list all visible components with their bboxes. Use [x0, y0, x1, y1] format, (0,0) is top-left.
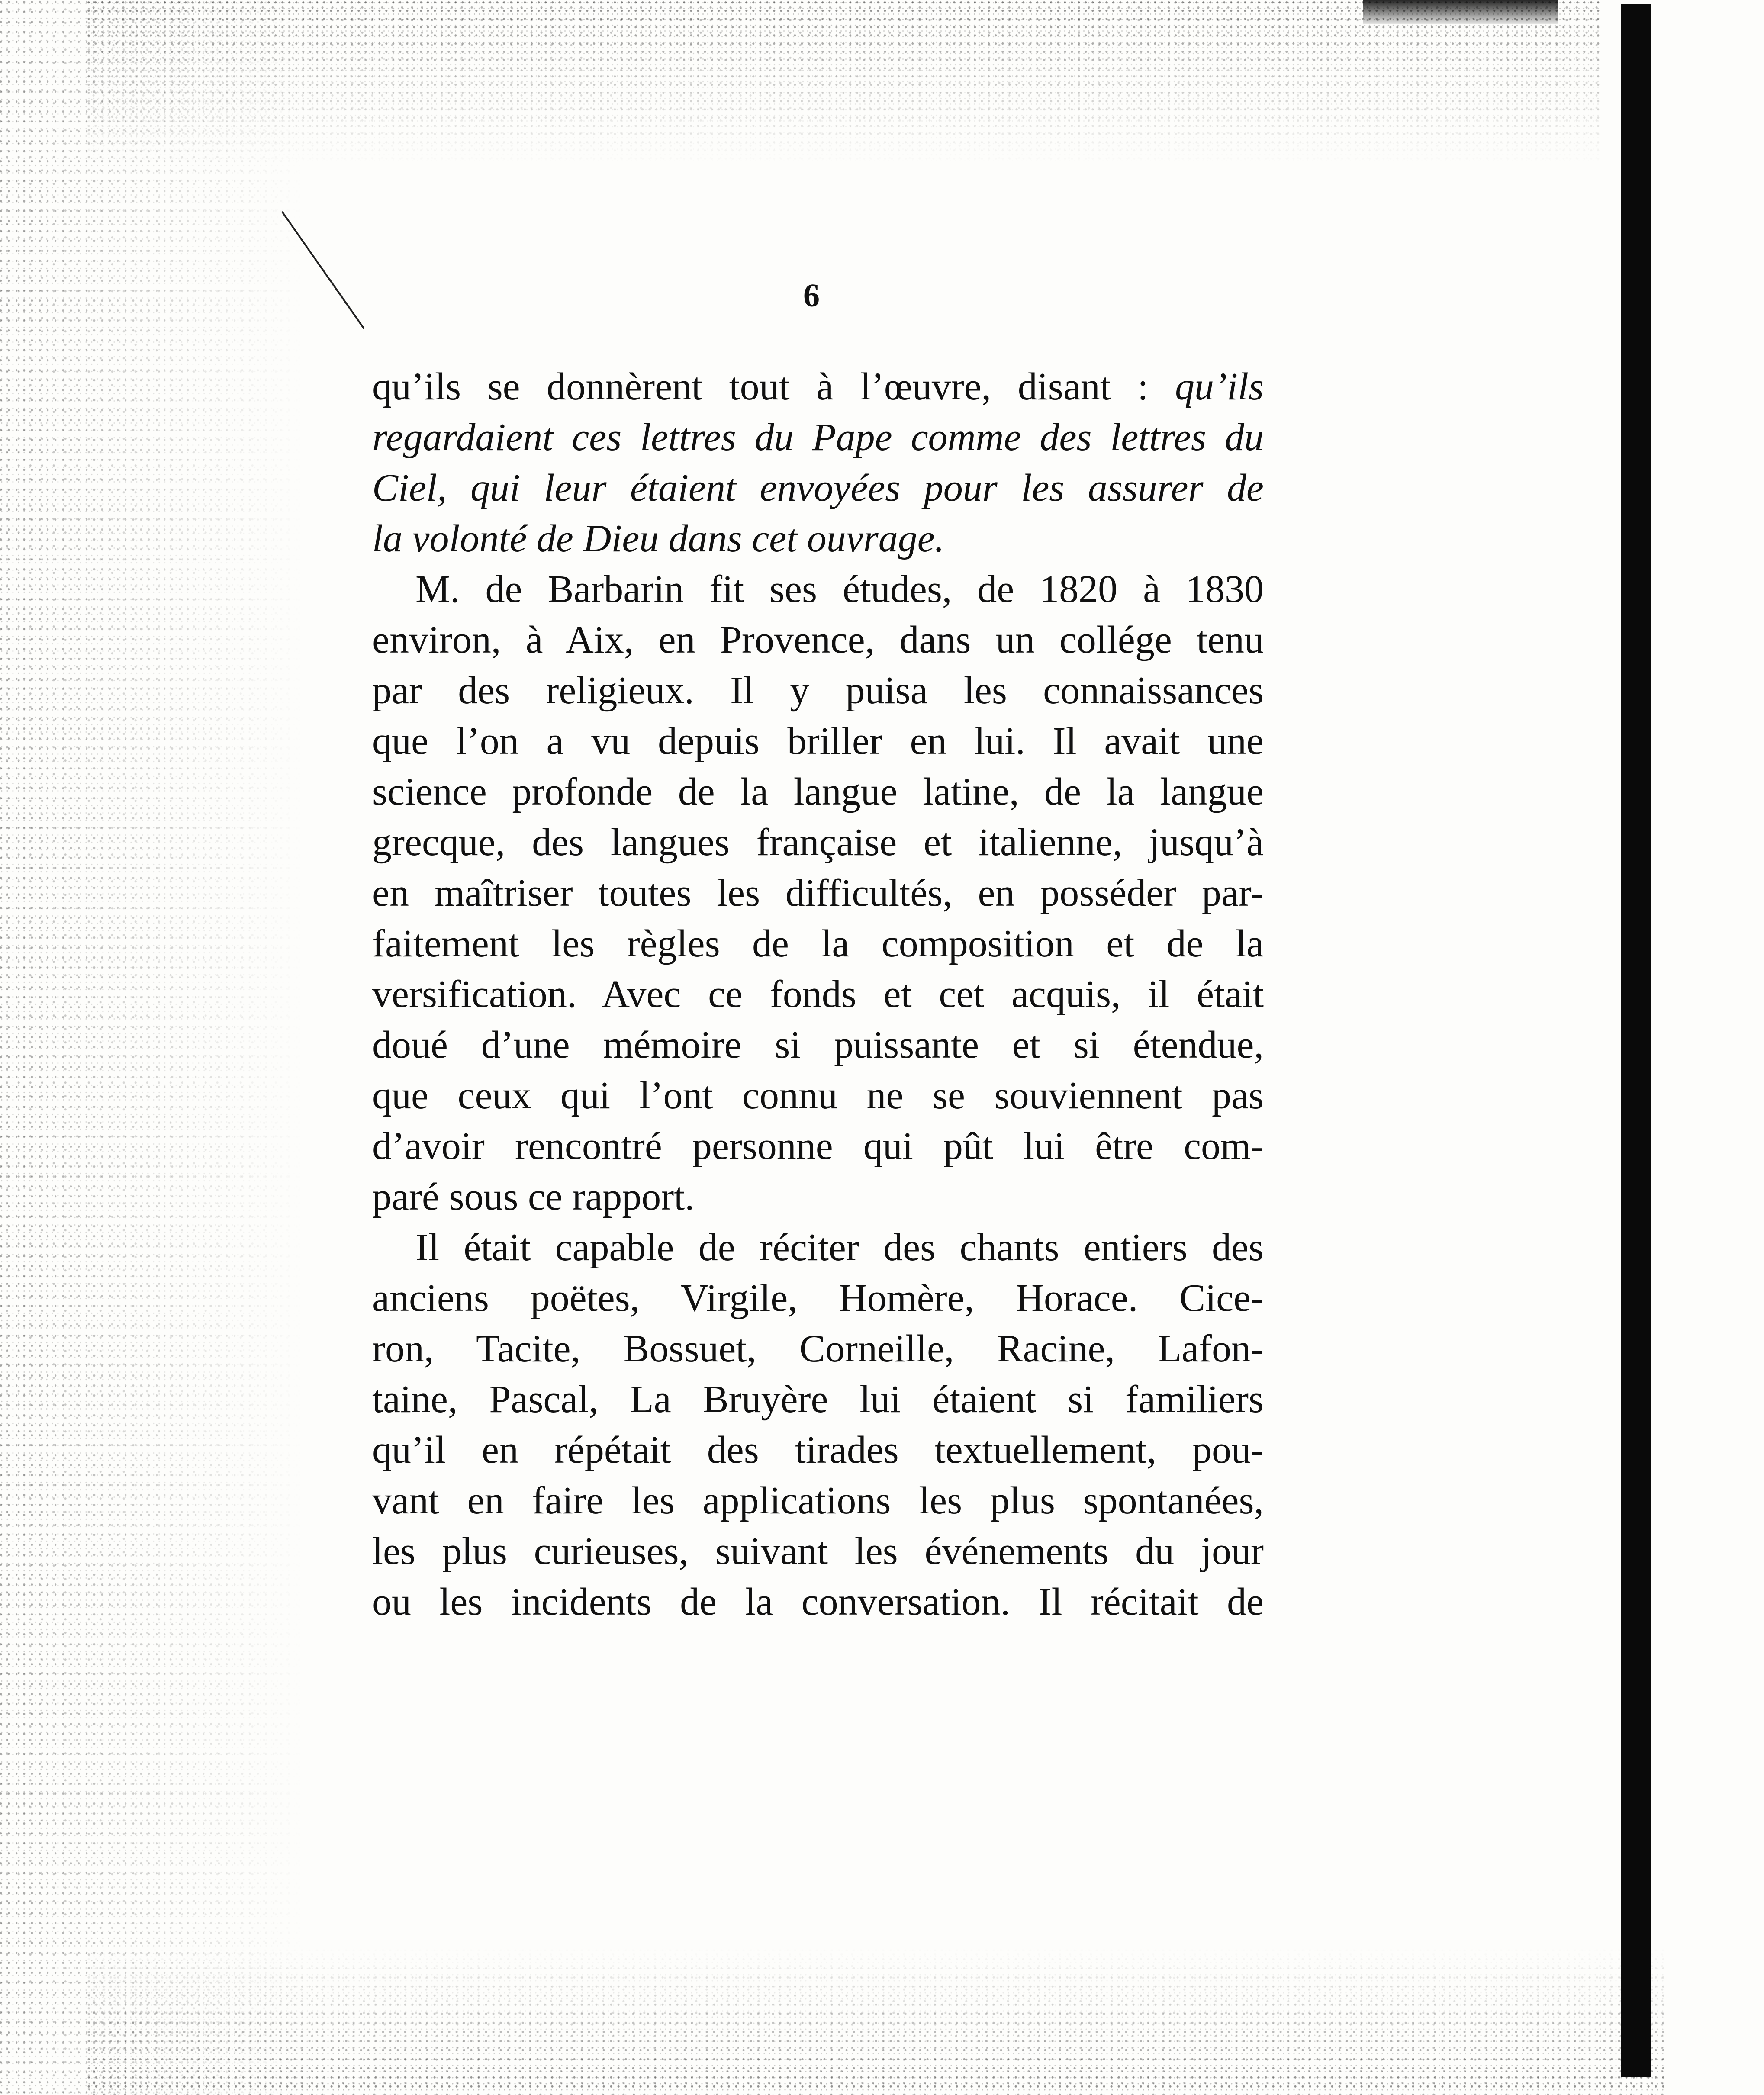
text-line	[372, 1577, 1264, 1627]
text-segment: faitement les règles de la composition et de la	[372, 922, 1264, 965]
text-segment: ou les incidents de la conversation. Il récitait de	[372, 1580, 1264, 1623]
text-line	[372, 1070, 1264, 1121]
text-segment: qu’ils se donnèrent tout à l’œuvre, disant :	[372, 365, 1175, 408]
scan-edge-right	[1621, 4, 1651, 2077]
scan-noise-top	[87, 0, 1601, 164]
text-line	[372, 412, 1264, 463]
text-segment: en maîtriser toutes les difficultés, en posséder par-	[372, 872, 1264, 914]
text-segment: science profonde de la langue latine, de la langue	[372, 770, 1264, 813]
scan-noise-bottom	[87, 1947, 1666, 2095]
text-line	[372, 361, 1264, 412]
text-segment: vant en faire les applications les plus spontanées,	[372, 1479, 1264, 1522]
text-line	[372, 1222, 1264, 1273]
paragraph	[372, 564, 1264, 1222]
text-line	[372, 1121, 1264, 1171]
text-segment: que ceux qui l’ont connu ne se souviennent pas	[372, 1074, 1264, 1117]
text-line	[372, 1020, 1264, 1070]
text-line	[372, 716, 1264, 766]
text-line	[372, 665, 1264, 716]
text-segment: anciens poëtes, Virgile, Homère, Horace. Cice-	[372, 1277, 1264, 1319]
text-segment: qu’il en répétait des tirades textuellement, pou-	[372, 1429, 1264, 1471]
text-line	[372, 564, 1264, 615]
paragraph	[372, 361, 1264, 564]
text-line	[372, 1171, 1264, 1222]
text-line	[372, 969, 1264, 1020]
text-line	[372, 463, 1264, 513]
text-segment: versification. Avec ce fonds et cet acquis, il était	[372, 973, 1264, 1016]
italic-text: Ciel, qui leur étaient envoyées pour les assurer de	[372, 467, 1264, 509]
italic-text: qu’ils	[1175, 365, 1264, 408]
italic-text: la volonté de Dieu dans cet ouvrage.	[372, 517, 945, 560]
text-line	[372, 766, 1264, 817]
text-line	[372, 918, 1264, 969]
text-segment: paré sous ce rapport.	[372, 1175, 695, 1218]
text-segment: environ, à Aix, en Provence, dans un collége tenu	[372, 618, 1264, 661]
text-line	[372, 1425, 1264, 1475]
text-segment: par des religieux. Il y puisa les connaissances	[372, 669, 1264, 712]
text-line	[372, 1374, 1264, 1425]
text-segment: que l’on a vu depuis briller en lui. Il avait une	[372, 720, 1264, 763]
text-line	[372, 513, 1264, 564]
text-segment: d’avoir rencontré personne qui pût lui être com-	[372, 1125, 1264, 1168]
text-line	[372, 868, 1264, 918]
text-segment: Il était capable de réciter des chants entiers des	[415, 1226, 1264, 1269]
text-line	[372, 1323, 1264, 1374]
text-line	[372, 1273, 1264, 1323]
text-line	[372, 817, 1264, 868]
text-line	[372, 1475, 1264, 1526]
text-line	[372, 615, 1264, 665]
paragraph	[372, 1222, 1264, 1627]
page-number: 6	[803, 277, 820, 314]
text-segment: grecque, des langues française et italienne, jusqu’à	[372, 821, 1264, 864]
text-segment: M. de Barbarin fit ses études, de 1820 à 1830	[415, 568, 1264, 611]
scan-shadow-top	[1363, 0, 1558, 24]
text-segment: doué d’une mémoire si puissante et si étendue,	[372, 1023, 1264, 1066]
italic-text: regardaient ces lettres du Pape comme des lettres du	[372, 416, 1264, 459]
body-text	[372, 361, 1264, 1627]
text-segment: taine, Pascal, La Bruyère lui étaient si familiers	[372, 1378, 1264, 1421]
text-line	[372, 1526, 1264, 1577]
text-segment: les plus curieuses, suivant les événements du jour	[372, 1530, 1264, 1573]
text-segment: ron, Tacite, Bossuet, Corneille, Racine, Lafon-	[372, 1327, 1264, 1370]
